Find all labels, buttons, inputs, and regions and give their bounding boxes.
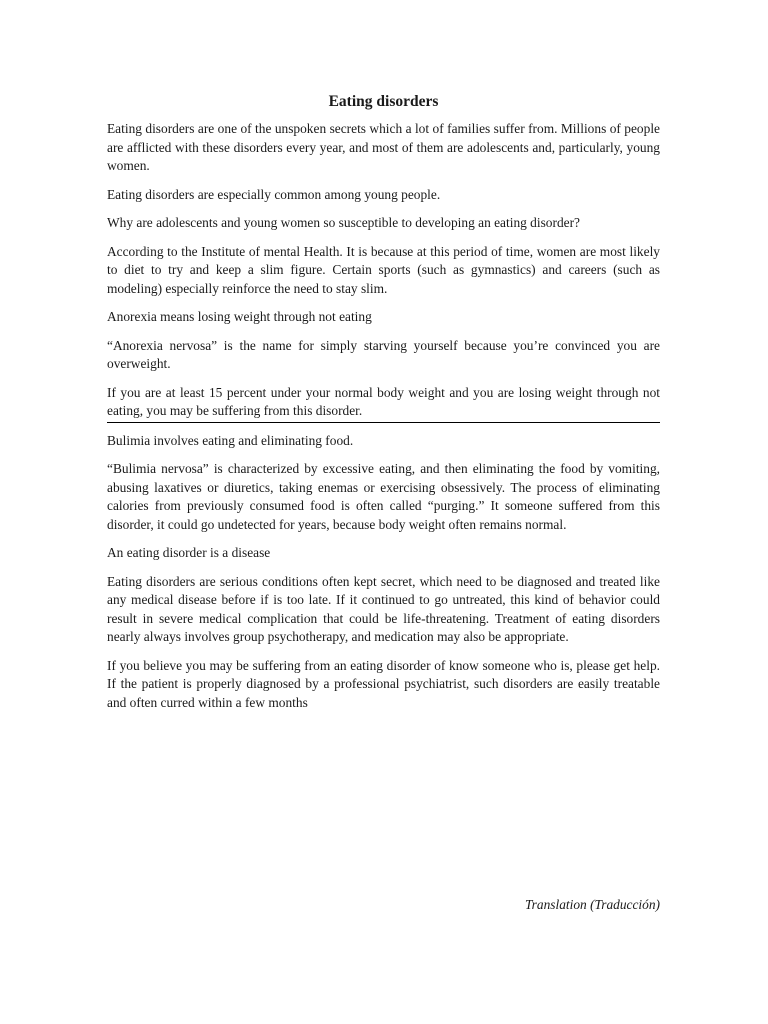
subheading-anorexia: Anorexia means losing weight through not eating xyxy=(107,309,372,324)
paragraph-bulimia-nervosa: “Bulimia nervosa” is characterized by excessive eating, and then eliminating the food by vomiting, abusing laxatives or diuretics, taking enemas or exercising obsessively. The process of eliminating calories from previously consumed food is often called “purging.” It someone suffered from this disorder, it could go undetected for years, because body weight often remains normal. xyxy=(107,461,660,532)
paragraph-intro: Eating disorders are one of the unspoken secrets which a lot of families suffer from. Millions of people are afflicted with these disorders every year, and most of them are adolescents and, particularly, young women. xyxy=(107,121,660,173)
paragraph-serious-conditions: Eating disorders are serious conditions often kept secret, which need to be diagnosed and treated like any medical disease before if is too late. If it continued to go untreated, this kind of behavior could result in severe medical complication that could be life-threatening. Treatment of eating disorders nearly always involves group psychotherapy, and medication may also be appropriate. xyxy=(107,573,660,644)
subheading-bulimia: Bulimia involves eating and eliminating food. xyxy=(107,432,354,448)
paragraph-get-help: If you believe you may be suffering from an eating disorder of know someone who is, please get help. If the patient is properly diagnosed by a professional psychiatrist, such disorders are easily treatable and often curred within a few months xyxy=(107,657,660,710)
paragraph-anorexia-nervosa: “Anorexia nervosa” is the name for simply starving yourself because you’re convinced you are overweight. xyxy=(107,337,660,371)
paragraph-institute: According to the Institute of mental Health. It is because at this period of time, women are most likely to diet to try and keep a slim figure. Certain sports (such as gymnastics) and careers (such as modeling) especially reinforce the need to stay slim. xyxy=(107,243,660,296)
footer-translation-note: Translation (Traducción) xyxy=(524,897,660,912)
subheading-disease: An eating disorder is a disease xyxy=(107,545,271,560)
paragraph-body-weight: If you are at least 15 percent under your normal body weight and you are losing weight through not eating, you may be suffering from this disorder. xyxy=(107,384,660,423)
document-title: Eating disorders xyxy=(328,93,439,110)
paragraph-question: Why are adolescents and young women so susceptible to developing an eating disorder? xyxy=(107,215,581,230)
document-page xyxy=(107,92,660,722)
paragraph-common-among-young: Eating disorders are especially common among young people. xyxy=(107,186,441,202)
